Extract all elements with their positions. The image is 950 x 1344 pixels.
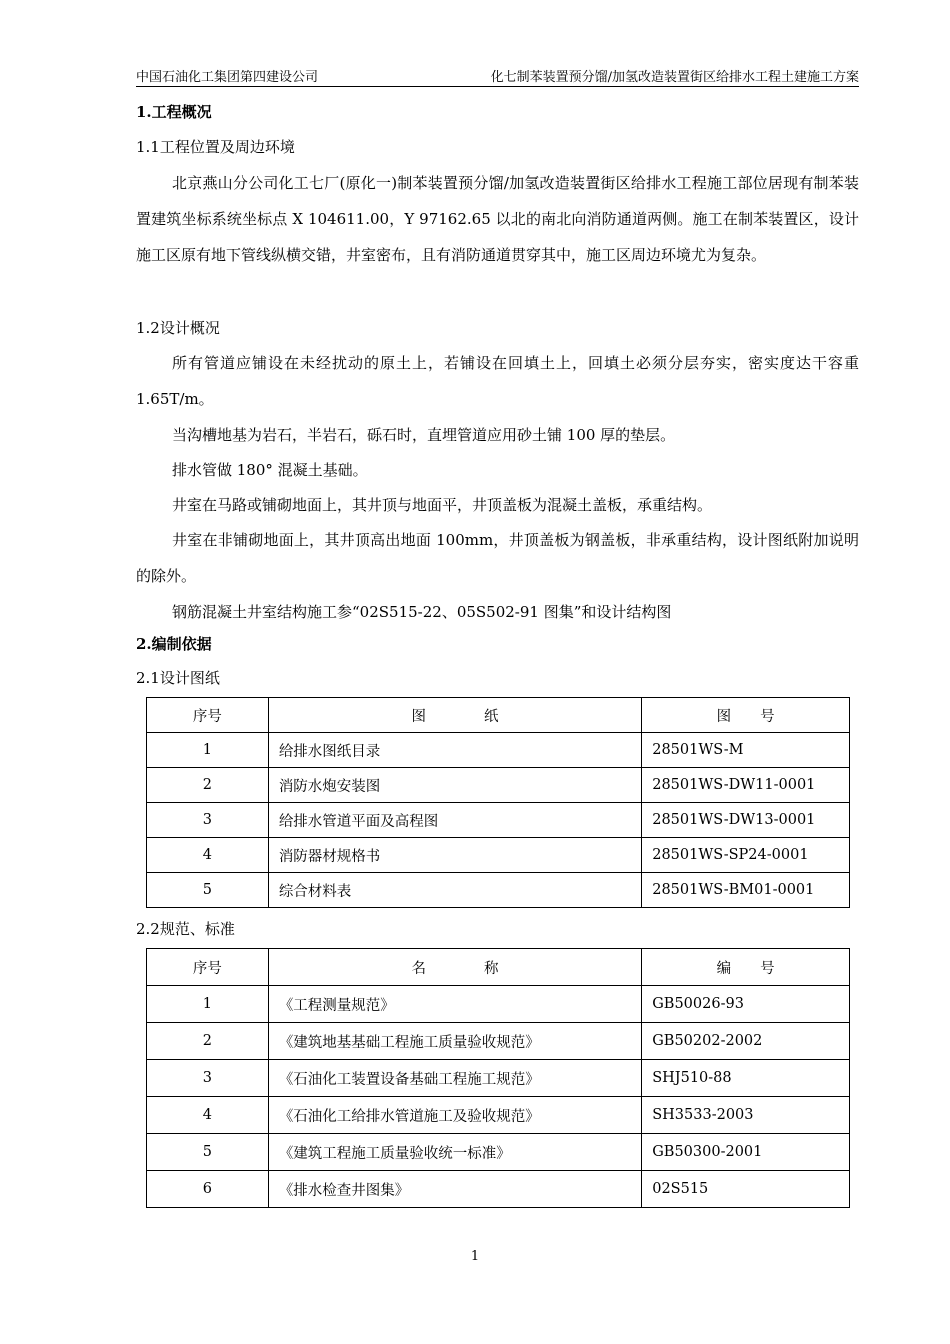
table-row — [147, 838, 850, 873]
section-1-title: 1.工程概况 — [136, 103, 212, 121]
standard-name: 《工程测量规范》 — [268, 986, 641, 1023]
standard-name: 《建筑工程施工质量验收统一标准》 — [268, 1134, 641, 1171]
section-1-1-paragraph: 北京燕山分公司化工七厂(原化一)制苯装置预分馏/加氢改造装置街区给排水工程施工部位居现有制苯装置建筑坐标系统坐标点 X 104611.00，Y 97162.65 以北的南北向消防通道两侧。施工在制苯装置区，设计施工区原有地下管线纵横交错，井室密布，且有消防通道贯穿其中，施工区周边环境尤为复杂。 — [136, 174, 859, 264]
header-cell: 名 称 — [268, 949, 641, 986]
drawing-name: 综合材料表 — [268, 873, 641, 908]
section-2-title: 2.编制依据 — [136, 635, 212, 653]
page-header — [136, 66, 859, 87]
drawing-number: 28501WS-DW11-0001 — [642, 768, 850, 803]
standard-name: 《石油化工给排水管道施工及验收规范》 — [268, 1097, 641, 1134]
row-index: 4 — [147, 1097, 269, 1134]
row-index: 5 — [147, 1134, 269, 1171]
standard-code: GB50300-2001 — [642, 1134, 850, 1171]
row-index: 2 — [147, 1023, 269, 1060]
drawing-name: 消防器材规格书 — [268, 838, 641, 873]
drawing-number: 28501WS-M — [642, 733, 850, 768]
standard-name: 《石油化工装置设备基础工程施工规范》 — [268, 1060, 641, 1097]
section-2-1-title: 2.1设计图纸 — [136, 669, 220, 687]
row-index: 3 — [147, 803, 269, 838]
section-2-2-title: 2.2规范、标准 — [136, 920, 235, 938]
design-paragraph-4: 井室在马路或铺砌地面上，其井顶与地面平，井顶盖板为混凝土盖板，承重结构。 — [172, 496, 713, 514]
section-1-2-title: 1.2设计概况 — [136, 319, 220, 337]
standard-name: 《建筑地基基础工程施工质量验收规范》 — [268, 1023, 641, 1060]
drawing-name: 给排水管道平面及高程图 — [268, 803, 641, 838]
header-cell: 序号 — [147, 698, 269, 733]
drawing-number: 28501WS-DW13-0001 — [642, 803, 850, 838]
standard-code: SH3533-2003 — [642, 1097, 850, 1134]
table-row — [147, 1171, 850, 1208]
table-row — [147, 803, 850, 838]
standards-table — [146, 948, 850, 1208]
table-header-row — [147, 698, 850, 733]
design-paragraph-2: 当沟槽地基为岩石，半岩石，砾石时，直埋管道应用砂土铺 100 厚的垫层。 — [172, 426, 676, 444]
standard-name: 《排水检查井图集》 — [268, 1171, 641, 1208]
standard-code: 02S515 — [642, 1171, 850, 1208]
table-header-row — [147, 949, 850, 986]
table-row — [147, 1060, 850, 1097]
table-row — [147, 873, 850, 908]
design-paragraph-1: 所有管道应铺设在未经扰动的原土上，若铺设在回填土上，回填土必须分层夯实，密实度达干容重 1.65T/m。 — [136, 354, 859, 408]
header-cell: 图 纸 — [268, 698, 641, 733]
design-paragraph-6: 钢筋混凝土井室结构施工参“02S515-22、05S502-91 图集”和设计结构图 — [172, 603, 672, 621]
table-row — [147, 768, 850, 803]
header-cell: 序号 — [147, 949, 269, 986]
header-cell: 图 号 — [642, 698, 850, 733]
standard-code: GB50202-2002 — [642, 1023, 850, 1060]
row-index: 1 — [147, 733, 269, 768]
table-row — [147, 1023, 850, 1060]
header-project: 化七制苯装置预分馏/加氢改造装置街区给排水工程土建施工方案 — [490, 70, 859, 85]
design-paragraph-3: 排水管做 180° 混凝土基础。 — [172, 461, 368, 479]
row-index: 5 — [147, 873, 269, 908]
table-row — [147, 733, 850, 768]
design-paragraph-5: 井室在非铺砌地面上，其井顶高出地面 100mm，井顶盖板为钢盖板，非承重结构，设计图纸附加说明的除外。 — [136, 531, 859, 585]
row-index: 4 — [147, 838, 269, 873]
table-row — [147, 1097, 850, 1134]
table-row — [147, 1134, 850, 1171]
section-1-1-title: 1.1工程位置及周边环境 — [136, 138, 295, 156]
row-index: 3 — [147, 1060, 269, 1097]
page-number: 1 — [470, 1249, 480, 1264]
drawings-table — [146, 697, 850, 908]
drawing-number: 28501WS-BM01-0001 — [642, 873, 850, 908]
header-company: 中国石油化工集团第四建设公司 — [136, 70, 319, 85]
standard-code: SHJ510-88 — [642, 1060, 850, 1097]
drawing-number: 28501WS-SP24-0001 — [642, 838, 850, 873]
drawing-name: 消防水炮安装图 — [268, 768, 641, 803]
header-cell: 编 号 — [642, 949, 850, 986]
drawing-name: 给排水图纸目录 — [268, 733, 641, 768]
row-index: 6 — [147, 1171, 269, 1208]
row-index: 1 — [147, 986, 269, 1023]
standard-code: GB50026-93 — [642, 986, 850, 1023]
row-index: 2 — [147, 768, 269, 803]
table-row — [147, 986, 850, 1023]
